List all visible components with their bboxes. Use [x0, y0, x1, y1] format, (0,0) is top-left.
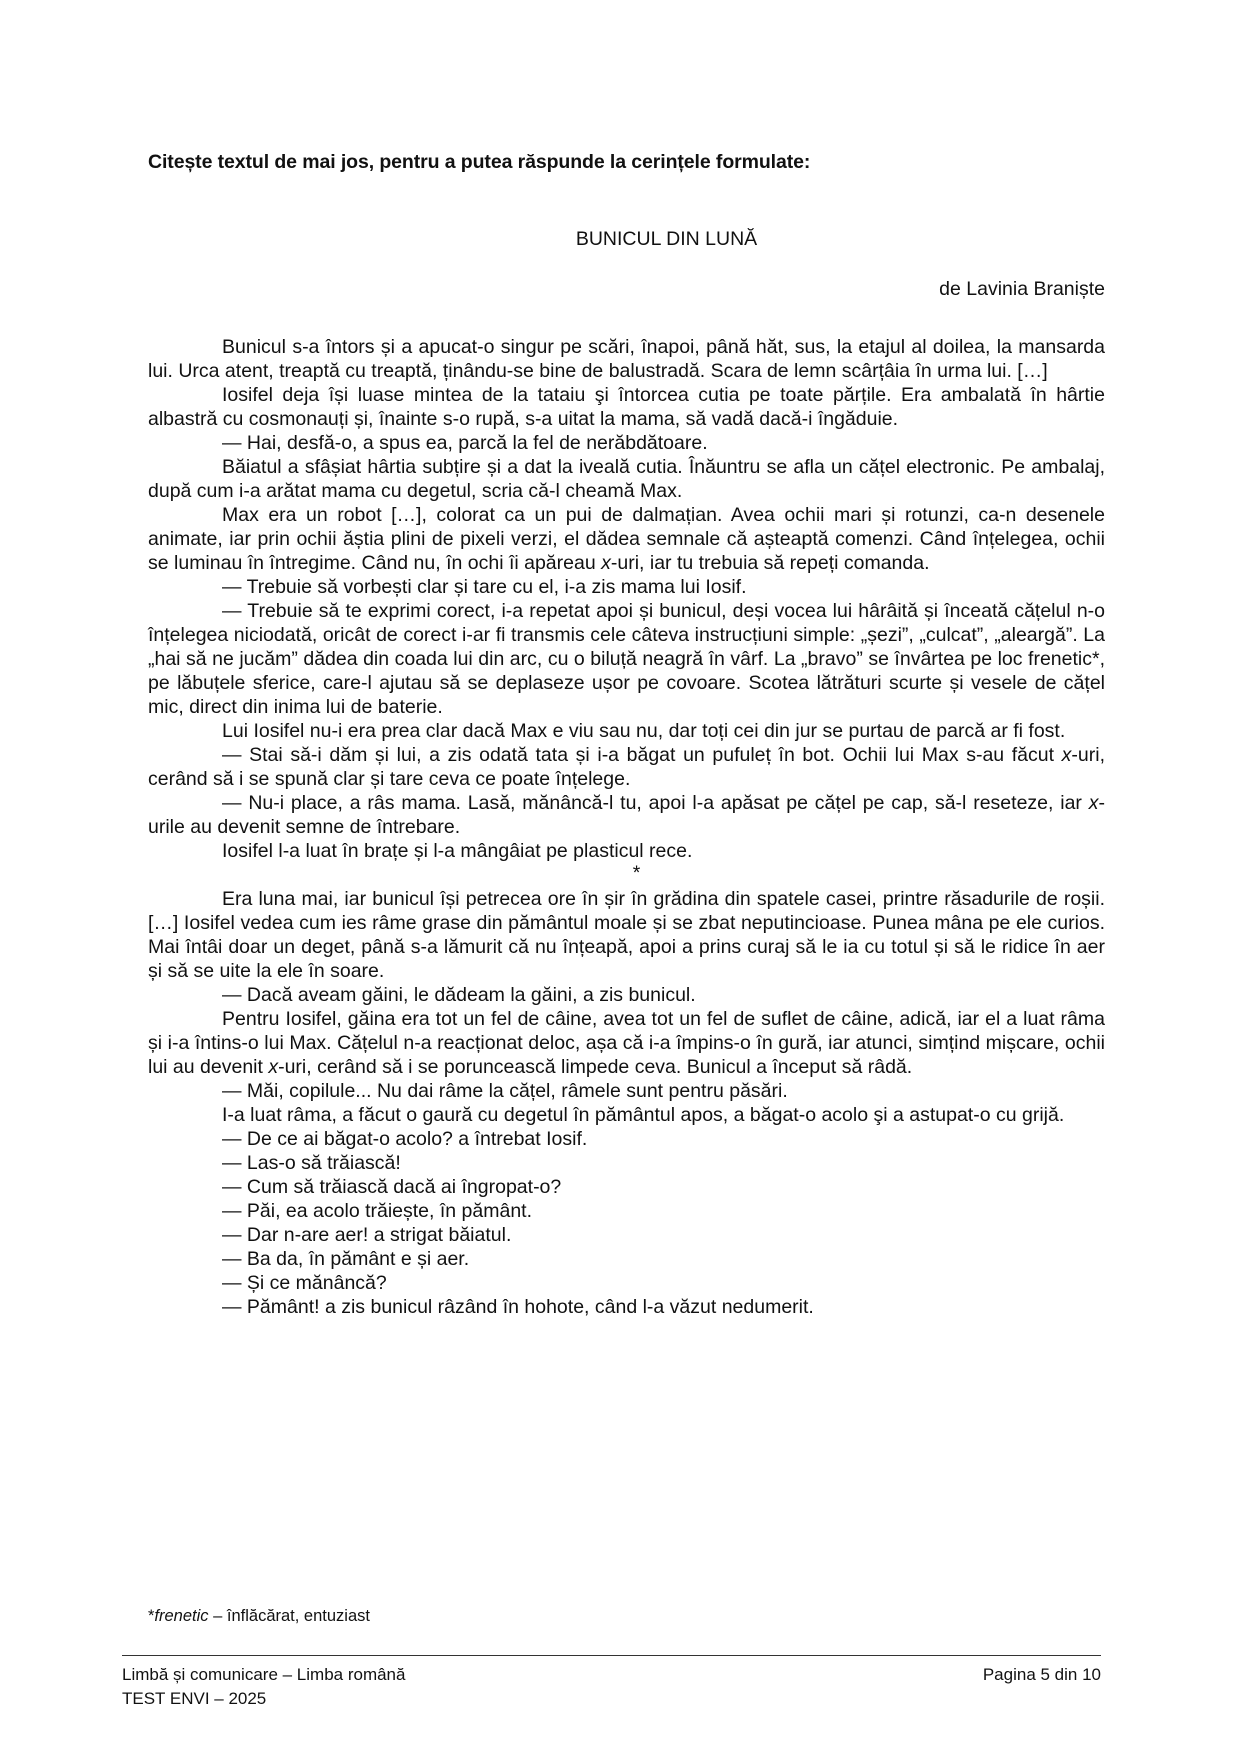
text-segment: — Măi, copilule... Nu dai râme la cățel, râmele sunt pentru păsări. — [222, 1080, 788, 1102]
story-paragraph — [148, 983, 1105, 1007]
story-paragraph — [148, 1007, 1105, 1079]
story-paragraph — [148, 335, 1105, 383]
story-paragraph — [148, 383, 1105, 431]
italic-text: x — [268, 1056, 279, 1078]
text-segment: Lui Iosifel nu-i era prea clar dacă Max e viu sau nu, dar toți cei din jur se purtau de parcă ar fi fost. — [222, 720, 1066, 742]
text-segment: Iosifel deja își luase mintea de la tataiu şi întorcea cutia pe toate părțile. Era ambalată în hârtie albastră cu cosmonauți și, înainte s-o rupă, s-a uitat la mama, să vadă dacă-i îngăduie. — [148, 384, 1105, 430]
story-paragraph — [148, 1295, 1105, 1319]
text-segment: Pentru Iosifel, găina era tot un fel de câine, avea tot un fel de suflet de câine, adică, iar el a luat râma și i-a întins-o lui Max. Cățelul n-a reacționat deloc, așa că i-a împins-o în gură, iar atunci, simțind mișcare, ochii lui au devenit — [148, 1008, 1105, 1078]
text-segment: — Trebuie să te exprimi corect, i-a repetat apoi și bunicul, deși vocea lui hârâită și înceată cățelul n-o înțelegea niciodată, oricât de corect i-ar fi transmis cele câteva instrucțiuni simple: „șezi”, „culcat”, „aleargă”. La „hai să ne jucăm” dădea din coada lui din arc, cu o biluță neagră în vârf. La „bravo” se învârtea pe loc frenetic*, pe lăbuțele sferice, care-l ajutau să se deplaseze ușor pe covoare. Scotea lătrături scurte și vesele de cățel mic, direct din inima lui de baterie. — [148, 600, 1105, 718]
text-segment: Iosifel l-a luat în brațe și l-a mângâiat pe plasticul rece. — [222, 840, 693, 862]
story-paragraph — [148, 1175, 1105, 1199]
text-segment: Bunicul s-a întors și a apucat-o singur pe scări, înapoi, până hăt, sus, la etajul al doilea, la mansarda lui. Urca atent, treaptă cu treaptă, ținându-se bine de balustradă. Scara de lemn scârțâia în urma lui. […] — [148, 336, 1105, 382]
text-segment: I-a luat râma, a făcut o gaură cu degetul în pământul apos, a băgat-o acolo şi a astupat-o cu grijă. — [222, 1104, 1065, 1126]
italic-text: x — [601, 552, 611, 574]
text-segment: — Cum să trăiască dacă ai îngropat-o? — [222, 1176, 562, 1198]
story-paragraph — [148, 1223, 1105, 1247]
text-segment: Băiatul a sfâșiat hârtia subțire și a dat la iveală cutia. Înăuntru se afla un cățel electronic. Pe ambalaj, după cum i-a arătat mama cu degetul, scria că-l cheamă Max. — [148, 456, 1105, 502]
footer-left — [122, 1663, 405, 1711]
footer-divider — [122, 1655, 1101, 1656]
text-segment: — Ba da, în pământ e și aer. — [222, 1248, 470, 1270]
story-paragraph — [148, 791, 1105, 839]
story-author: de Lavinia Braniște — [939, 278, 1105, 300]
section-separator: * — [632, 862, 641, 884]
story-title: BUNICUL DIN LUNĂ — [575, 228, 758, 250]
story-paragraph — [148, 599, 1105, 719]
text-segment: — De ce ai băgat-o acolo? a întrebat Iosif. — [222, 1128, 588, 1150]
text-segment: — Dar n-are aer! a strigat băiatul. — [222, 1224, 512, 1246]
text-segment: -uri, iar tu trebuia să repeți comanda. — [610, 552, 930, 574]
story-paragraph — [148, 455, 1105, 503]
text-segment: -uri, cerând să i se poruncească limpede ceva. Bunicul a început să râdă. — [278, 1056, 913, 1078]
story-paragraph — [148, 839, 1105, 863]
story-paragraph — [148, 719, 1105, 743]
footer-test-name: TEST ENVI – 2025 — [122, 1689, 267, 1708]
text-segment: — Trebuie să vorbești clar și tare cu el, i-a zis mama lui Iosif. — [222, 576, 747, 598]
text-segment: — Nu-i place, a râs mama. Lasă, mănâncă-l tu, apoi l-a apăsat pe cățel pe cap, să-l reseteze, iar — [222, 792, 1089, 814]
text-segment: — Dacă aveam găini, le dădeam la găini, a zis bunicul. — [222, 984, 696, 1006]
instruction-heading: Citește textul de mai jos, pentru a putea răspunde la cerințele formulate: — [148, 151, 811, 173]
story-paragraph — [148, 1199, 1105, 1223]
text-segment: Max era un robot […], colorat ca un pui de dalmațian. Avea ochii mari și rotunzi, ca-n desenele animate, iar prin ochii ăștia plini de pixeli verzi, el dădea semnale că așteaptă comenzi. Când înțelegea, ochii se luminau în întregime. Când nu, în ochi îi apăreau — [148, 504, 1105, 574]
text-segment: Era luna mai, iar bunicul își petrecea ore în șir în grădina din spatele casei, printre răsadurile de roșii. […] Iosifel vedea cum ies râme grase din pământul moale și se zbat neputincioase. Punea mâna pe ele curios. Mai întâi doar un deget, până s-a lămurit că nu înțeapă, apoi a prins curaj să le ia cu totul și să le ridice în aer și să se uite la ele în soare. — [148, 888, 1105, 982]
story-paragraph — [148, 575, 1105, 599]
text-segment: — Și ce mănâncă? — [222, 1272, 387, 1294]
story-paragraph — [148, 1271, 1105, 1295]
story-paragraph — [148, 887, 1105, 983]
story-text — [148, 335, 1105, 1319]
story-paragraph — [148, 431, 1105, 455]
footer-subject: Limbă și comunicare – Limba română — [122, 1665, 406, 1684]
text-segment: — Las-o să trăiască! — [222, 1152, 401, 1174]
story-paragraph — [148, 1103, 1105, 1127]
story-paragraph — [148, 743, 1105, 791]
text-segment: — Stai să-i dăm și lui, a zis odată tata și i-a băgat un pufuleț în bot. Ochii lui Max s-au făcut — [222, 744, 1062, 766]
text-segment: — Hai, desfă-o, a spus ea, parcă la fel de nerăbdătoare. — [222, 432, 708, 454]
italic-text: x — [1061, 744, 1072, 766]
story-paragraph — [148, 1247, 1105, 1271]
footnote-definition: – înflăcărat, entuziast — [208, 1607, 370, 1625]
footnote-term: frenetic — [154, 1607, 209, 1625]
story-paragraph — [148, 1151, 1105, 1175]
page-number: Pagina 5 din 10 — [982, 1665, 1101, 1684]
footnote-marker: * — [148, 1607, 155, 1625]
story-paragraph — [148, 1127, 1105, 1151]
text-segment: — Păi, ea acolo trăiește, în pământ. — [222, 1200, 533, 1222]
text-segment: -urile au devenit semne de întrebare. — [148, 792, 1105, 838]
text-segment: -uri, cerând să i se spună clar și tare ceva ce poate înțelege. — [148, 744, 1105, 790]
text-segment: — Pământ! a zis bunicul râzând în hohote, când l-a văzut nedumerit. — [222, 1296, 814, 1318]
italic-text: x — [1088, 792, 1099, 814]
footnote — [148, 1607, 370, 1626]
story-paragraph — [148, 1079, 1105, 1103]
story-paragraph — [148, 503, 1105, 575]
